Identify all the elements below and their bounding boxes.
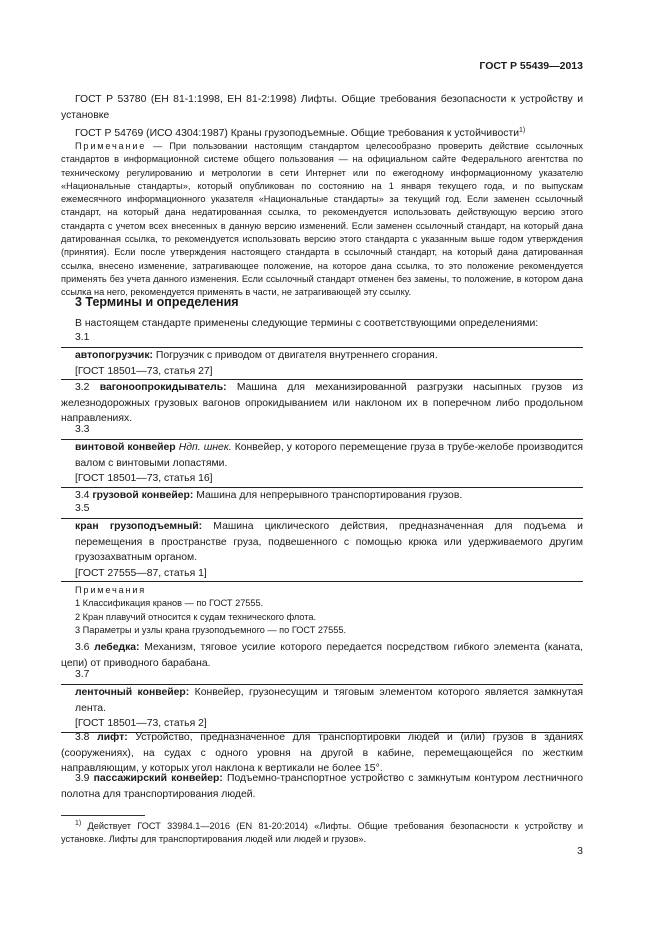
term-number-3-7: 3.7 (75, 669, 90, 680)
reference-1: ГОСТ Р 53780 (ЕН 81-1:1998, ЕН 81-2:1998) Лифты. Общие требования безопасности к устройству и установке (61, 94, 583, 121)
term-number-3-3: 3.3 (75, 424, 90, 435)
term-box-3-7: ленточный конвейер: Конвейер, грузонесущим и тяговым элементом которого является замкнутая лента. [ГОСТ 18501—73, статья 2] (61, 684, 583, 733)
footnote-ref: 1) (519, 127, 526, 134)
term-number-3-5: 3.5 (75, 503, 90, 514)
term: автопогрузчик: (75, 350, 153, 361)
term-3-9: 3.9 пассажирский конвейер: Подъемно-транспортное устройство с замкнутым контуром лестничного полотна для транспортирования людей. (61, 773, 584, 800)
term-source: [ГОСТ 27555—87, статья 1] (75, 567, 207, 579)
term-box-3-3: винтовой конвейер Ндп. шнек. Конвейер, у которого перемещение груза в трубе-желобе производится валом с винтовыми лопастями. [ГОСТ 18501—73, статья 16] (61, 439, 583, 488)
term-source: [ГОСТ 18501—73, статья 27] (75, 365, 213, 377)
standard-code-header: ГОСТ Р 55439—2013 (479, 60, 583, 72)
section-title: 3 Термины и определения (75, 295, 239, 309)
term-box-3-1: автопогрузчик: Погрузчик с приводом от двигателя внутреннего сгорания. [ГОСТ 18501—73, статья 27] (61, 347, 583, 380)
term-3-4: 3.4 грузовой конвейер: Машина для непрерывного транспортирования грузов. (75, 490, 463, 501)
term-source: [ГОСТ 18501—73, статья 2] (75, 718, 207, 730)
term-3-6: 3.6 лебедка: Механизм, тяговое усилие которого передается посредством гибкого элемента (каната, цепи) от приводного барабана. (61, 642, 584, 669)
note-label: Примечание (75, 141, 147, 151)
term-3-8: 3.8 лифт: Устройство, предназначенное для транспортировки людей и (или) грузов в зданиях (сооружениях), на судах с одного уровня на другой в кабине, перемещающейся по жестким направляющим, у которых угол наклона к вертикали не более 15°. (61, 732, 583, 775)
reference-2: ГОСТ Р 54769 (ИСО 4304:1987) Краны грузоподъемные. Общие требования к устойчивости$^{1)}$ (75, 127, 526, 139)
footnote-separator (61, 815, 145, 816)
page-number: 3 (577, 845, 583, 857)
note-references: Примечание — При пользовании настоящим стандартом целесообразно проверить действие ссылочных стандартов в информационной системе общего пользования — на официальном сайте Федерального агентства по техническому регулированию и метрологии в сети Интернет или по ежегодному информационному указателю «Национальные стандарты», который опубликован по состоянию на 1 января текущего года, и по выпускам ежемесячного информационного указателя «Национальные стандарты» за текущий год. Если заменен ссылочный стандарт, на который дана недатированная ссылка, то рекомендуется использовать действующую версию этого стандарта с учетом всех внесенных в данную версию изменений. Если заменен ссылочный стандарт, на который дана датированная ссылка, то рекомендуется использовать версию этого стандарта с указанным выше годом утверждения (принятия). Если после утверждения настоящего стандарта в ссылочный стандарт, на который дана датированная ссылка, внесено изменение, затрагивающее положение, на которое дана ссылка, то это положение рекомендуется применять без учета данного изменения. Если ссылочный стандарт отменен без замены, то положение, в котором дана ссылка на него, рекомендуется применять в части, не затрагивающей эту ссылку. (61, 141, 583, 298)
term-3-2: 3.2 вагоноопрокидыватель: Машина для механизированной разгрузки насыпных грузов из железнодорожных грузовых вагонов опрокидыванием или наклоном их в поперечном либо продольном направлениях. (61, 382, 583, 425)
term-box-3-5: кран грузоподъемный: Машина циклического действия, предназначенная для подъема и перемещения в пространстве груза, подвешенного с помощью крюка или удерживаемого другим грузозахватным органом. [ГОСТ 27555—87, статья 1] (61, 518, 583, 582)
term-source: [ГОСТ 18501—73, статья 16] (75, 473, 213, 485)
notes-3-5: Примечания 1 Классификация кранов — по ГОСТ 27555. 2 Кран плавучий относится к судам технического флота. 3 Параметры и узлы крана грузоподъемного — по ГОСТ 27555. (75, 585, 347, 635)
section-intro: В настоящем стандарте применены следующие термины с соответствующими определениями: (75, 318, 539, 329)
term-number-3-1: 3.1 (75, 332, 90, 343)
footnote: $^{1)}$ Действует ГОСТ 33984.1—2016 (EN 81-20:2014) «Лифты. Общие требования безопасности к устройству и установке. Лифты для транспортирования людей или людей и грузов». (61, 820, 583, 845)
